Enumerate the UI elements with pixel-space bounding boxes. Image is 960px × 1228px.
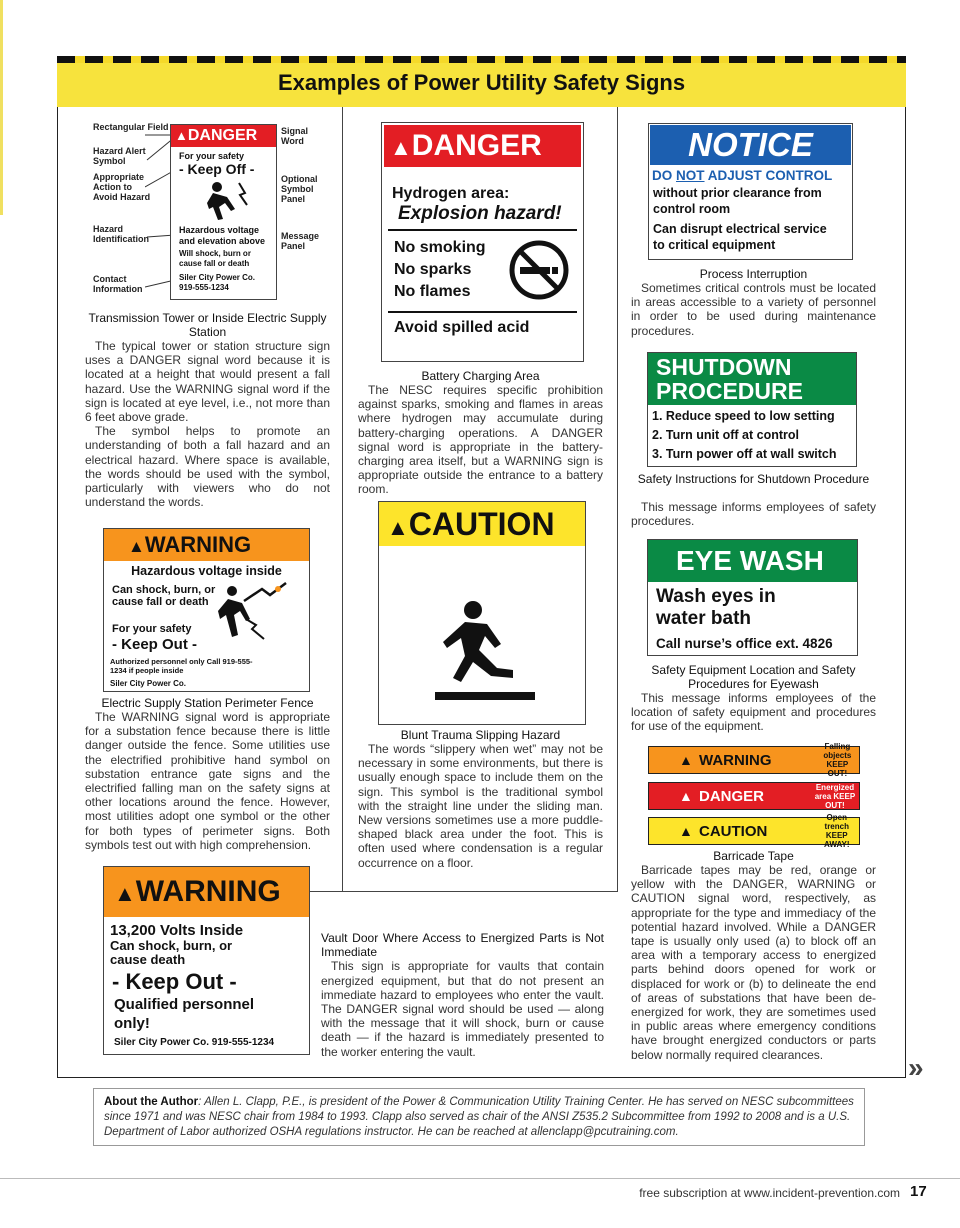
paragraph-1: The typical tower or station structure sign uses a DANGER signal word because it is located at a height that would present a fall hazard. Use the WARNING signal word if the sign is located at eye level, i.e., not more than 6 feet above grade.	[85, 339, 330, 425]
text-perimeter-fence	[85, 710, 330, 852]
warning-shock: Can shock, burn, or cause death	[110, 938, 233, 967]
label-action: Appropriate Action to Avoid Hazard	[93, 172, 151, 202]
warning-small: Authorized personnel only Call 919-555-1234 if people inside	[110, 657, 253, 675]
shutdown-step: 1. Reduce speed to low setting	[652, 409, 835, 423]
eyewash-sign	[647, 539, 858, 656]
label-hazard-alert: Hazard Alert Symbol	[93, 146, 146, 166]
danger-list	[382, 231, 583, 305]
eyewash-line1: Wash eyes in water bath	[656, 586, 776, 629]
alert-triangle-icon: ▲	[114, 881, 136, 906]
warning-volts: 13,200 Volts Inside	[110, 922, 244, 939]
notice-line3: Can disrupt electrical service to critical equipment	[653, 222, 827, 252]
barricade-tape-danger	[648, 782, 860, 810]
paragraph: This sign is appropriate for vaults that contain energized equipment, but that do not present an immediate hazard to employees who enter the vault. The DANGER signal word should be used — along with the message that it will shock, burn or cause death — if the hazard is immediately presented to the worker entering the vault.	[321, 959, 604, 1059]
page-number: 17	[910, 1183, 927, 1200]
caption-battery: Battery Charging Area	[421, 369, 540, 383]
warning-sign-vault	[103, 866, 310, 1055]
diagram-signal-word: ▲DANGER	[171, 125, 276, 147]
warning-signal-word: ▲WARNING	[104, 529, 309, 561]
barricade-tape-warning	[648, 742, 860, 778]
diagram-contact: Siler City Power Co. 919-555-1234	[179, 273, 256, 292]
edge-accent	[0, 0, 3, 215]
danger-bottom: Avoid spilled acid	[394, 319, 530, 336]
danger-list-item: No flames	[394, 283, 471, 300]
alert-triangle-icon: ▲	[679, 823, 693, 839]
barricade-tape-caution	[648, 813, 860, 849]
shutdown-sign	[647, 352, 857, 467]
warning-vault-keep-out: - Keep Out -	[112, 969, 237, 994]
footer-rule	[0, 1178, 960, 1179]
section-divider	[310, 891, 618, 892]
continue-arrow-icon[interactable]: »	[908, 1052, 924, 1083]
text-shutdown	[631, 500, 876, 528]
diagram-hazard-text: Hazardous voltage and elevation above	[179, 225, 266, 246]
danger-area: Hydrogen area:	[392, 185, 510, 202]
label-symbol-panel: Optional Symbol Panel	[281, 174, 318, 204]
tape-sub: Falling objects KEEP OUT!	[823, 742, 852, 778]
paragraph: The words “slippery when wet” may not be necessary in some environments, but there is usually enough space to include them on the sign. This symbol is the traditional symbol with the straight line under the sliding man. New versions sometimes use a more puddle-shaped black area under the foot. This is often used where condensation is a regular occurrence on a floor.	[358, 742, 603, 870]
column-divider-2	[617, 107, 618, 892]
tape-sub: Energized area KEEP OUT!	[814, 782, 856, 810]
notice-line1: DO NOT ADJUST CONTROL	[652, 168, 833, 183]
alert-triangle-icon: ▲	[679, 788, 693, 804]
paragraph: Sometimes critical controls must be located in areas accessible to a variety of personnel in order to be used during maintenance procedures.	[631, 281, 876, 338]
column-divider-1	[342, 107, 343, 892]
warning-company: Siler City Power Co.	[110, 679, 187, 688]
text-transmission-tower	[85, 339, 330, 509]
caution-signal-word: ▲CAUTION	[379, 502, 585, 546]
caption-eyewash: Safety Equipment Location and Safety Procedures for Eyewash	[651, 663, 856, 691]
warning-vault-signal-word: ▲WARNING	[104, 867, 309, 917]
caption-process: Process Interruption	[699, 267, 808, 281]
diagram-keep-off: - Keep Off -	[179, 161, 255, 177]
text-battery	[358, 383, 603, 497]
author-text: : Allen L. Clapp, P.E., is president of the Power & Communication Utility Training Center. He has served on NESC subcommittees since 1971 and was NESC chair from 1984 to 1993. Clapp also served as chair of the ANSI Z535.2 Subcommittee from 1992 to 2008 and is a U.S. Department of Labor authorized OSHA regulations instructor. He can be reached at allenclapp@pcutraining.com.	[104, 1096, 854, 1138]
alert-triangle-icon: ▲	[387, 515, 409, 540]
warning-for-safety: For your safety	[112, 623, 192, 635]
alert-triangle-icon: ▲	[679, 752, 693, 768]
caution-sign-slip	[378, 501, 586, 725]
diagram-danger-sign	[170, 124, 277, 300]
electrocution-man-icon	[216, 579, 296, 651]
notice-line2: without prior clearance from control room	[653, 186, 822, 216]
shutdown-step: 3. Turn power off at wall switch	[652, 447, 837, 461]
paragraph-2: The symbol helps to promote an understanding of both a fall hazard and an electrical hazard. Where space is available, the words should be used with the symbol, particularly with viewers who do not understand the words.	[85, 424, 330, 510]
label-message-panel: Message Panel	[281, 231, 320, 251]
caption-barricade: Barricade Tape	[713, 849, 794, 863]
paragraph: This message informs employees of the location of safety equipment and procedures for use of the equipment.	[631, 691, 876, 734]
text-process	[631, 281, 876, 338]
danger-list-item: No sparks	[394, 261, 472, 278]
shutdown-step: 2. Turn unit off at control	[652, 428, 799, 442]
warning-line1: Can shock, burn, or cause fall or death	[112, 584, 216, 608]
caption-slipping: Blunt Trauma Slipping Hazard	[400, 728, 561, 742]
about-author-box	[93, 1088, 865, 1146]
caption-shutdown: Safety Instructions for Shutdown Procedure	[637, 472, 870, 486]
tape-sub: Open trench KEEP AWAY!	[824, 813, 850, 849]
text-vault	[321, 931, 604, 1059]
paragraph: This message informs employees of safety procedures.	[631, 500, 876, 529]
caption-perimeter-fence: Electric Supply Station Perimeter Fence	[101, 696, 314, 710]
label-rectangular-field: Rectangular Field	[93, 122, 169, 132]
alert-triangle-icon: ▲	[128, 537, 145, 556]
shutdown-header: SHUTDOWN PROCEDURE	[648, 353, 856, 405]
warning-headline: Hazardous voltage inside	[131, 564, 282, 578]
author-label: About the Author	[104, 1096, 199, 1108]
no-smoking-icon	[508, 239, 570, 301]
tape-word: DANGER	[699, 787, 765, 805]
eyewash-line2: Call nurse’s office ext. 4826	[656, 636, 833, 651]
warning-qualified: Qualified personnel only!	[114, 996, 255, 1032]
caption-vault: Vault Door Where Access to Energized Parts is Not Immediate	[321, 931, 604, 960]
danger-sign-battery	[381, 122, 584, 362]
eyewash-header: EYE WASH	[648, 540, 857, 582]
paragraph: Barricade tapes may be red, orange or yellow with the DANGER, WARNING or CAUTION signal word, respectively, as appropriate for the type and immediacy of the potential hazard involved. While a DANGER tape is usually only used (a) to block off an area with a temporary access to energized parts behind doors opened for work or displaced for work or (b) to delineate the end of areas of substations that have been de-energized for work, they are sometimes used in public areas where emergency conditions have brought energized conductors or parts below normally required clearances.	[631, 863, 876, 1062]
label-hazard-id: Hazard Identification	[93, 224, 149, 244]
notice-sign	[648, 123, 853, 260]
text-barricade	[631, 863, 876, 1062]
caption-transmission-tower: Transmission Tower or Inside Electric Supply Station	[88, 311, 327, 339]
footer-subscription[interactable]: free subscription at www.incident-prevention.com	[639, 1186, 900, 1200]
diagram-for-safety: For your safety	[179, 151, 245, 161]
warning-vault-company: Siler City Power Co. 919-555-1234	[114, 1037, 275, 1048]
paragraph: The WARNING signal word is appropriate for a substation fence because there is little danger outside the fence. Some utilities use the electrified prohibitive hand symbol on substation entrance gate signs and the electrified falling man on the safety signs at other locations around the fence. However, most utilities adopt one symbol or the other for both types of perimeter signs. Both symbols test out with high comprehension.	[85, 710, 330, 852]
text-slipping	[358, 742, 603, 870]
notice-word: NOTICE	[650, 125, 851, 165]
paragraph: The NESC requires specific prohibition against sparks, smoking and flames in areas where hydrogen may accumulate during battery-charging operations. A DANGER signal word is appropriate in the battery-charging area itself, but a WARNING sign is appropriate outside the entrance to a battery room.	[358, 383, 603, 497]
label-contact: Contact Information	[93, 274, 143, 294]
page-title: Examples of Power Utility Safety Signs	[57, 63, 906, 107]
danger-list-item: No smoking	[394, 239, 486, 256]
danger-hazard: Explosion hazard!	[388, 203, 577, 231]
danger-signal-word: ▲DANGER	[384, 125, 581, 167]
warning-keep-out: - Keep Out -	[112, 636, 197, 653]
alert-triangle-icon: ▲	[175, 128, 188, 143]
alert-triangle-icon: ▲	[390, 135, 412, 160]
falling-man-icon	[199, 179, 259, 221]
tape-word: WARNING	[699, 751, 772, 769]
tape-word: CAUTION	[699, 822, 768, 840]
diagram-message: Will shock, burn or cause fall or death	[179, 249, 251, 268]
hazard-stripe	[57, 56, 906, 63]
text-eyewash	[631, 691, 876, 734]
slipping-man-icon	[431, 598, 541, 708]
warning-sign-perimeter	[103, 528, 310, 692]
label-signal-word: Signal Word	[281, 126, 309, 146]
